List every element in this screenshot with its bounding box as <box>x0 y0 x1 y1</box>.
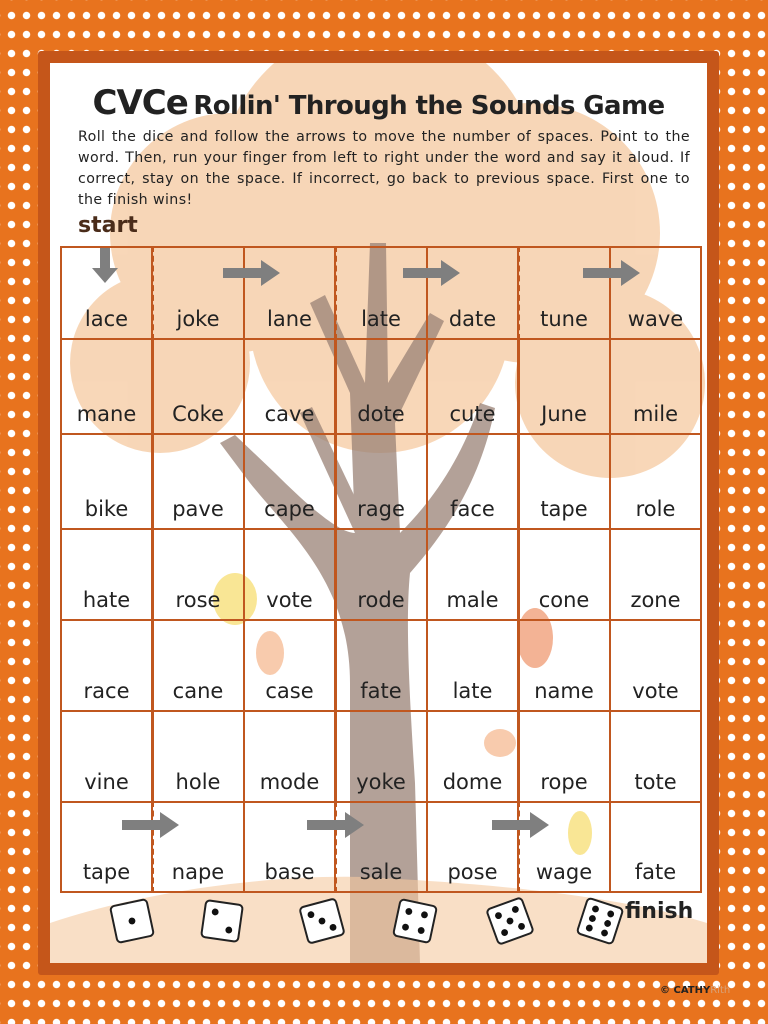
game-board <box>60 246 701 891</box>
board-space[interactable]: rage <box>335 433 428 530</box>
die-2-icon <box>199 898 244 943</box>
board-space[interactable]: rode <box>335 528 428 621</box>
right-arrow-icon <box>307 812 365 838</box>
board-space[interactable]: tune <box>518 246 611 340</box>
board-space[interactable]: joke <box>152 246 245 340</box>
board-space[interactable]: rose <box>152 528 245 621</box>
board-space[interactable]: face <box>426 433 519 530</box>
right-arrow-icon <box>122 812 180 838</box>
right-arrow-icon <box>583 260 641 286</box>
right-arrow-icon <box>403 260 461 286</box>
copyright-notice <box>660 985 730 996</box>
board-space[interactable]: case <box>243 619 336 712</box>
board-space[interactable]: fate <box>335 619 428 712</box>
board-space[interactable]: vote <box>243 528 336 621</box>
board-space[interactable]: mane <box>60 338 153 435</box>
die-1-icon <box>108 897 155 944</box>
board-space[interactable]: dome <box>426 710 519 803</box>
board-space[interactable]: pose <box>426 801 519 893</box>
board-space[interactable]: zone <box>609 528 702 621</box>
page-title <box>50 83 707 123</box>
board-space[interactable]: cave <box>243 338 336 435</box>
board-space[interactable]: role <box>609 433 702 530</box>
board-space[interactable]: rope <box>518 710 611 803</box>
board-space[interactable]: mile <box>609 338 702 435</box>
board-space[interactable]: nape <box>152 801 245 893</box>
board-space[interactable]: date <box>426 246 519 340</box>
die-3-icon <box>298 897 347 946</box>
die-5-icon <box>484 895 535 946</box>
right-arrow-icon <box>223 260 281 286</box>
game-sheet <box>50 63 707 963</box>
board-space[interactable]: June <box>518 338 611 435</box>
board-space[interactable]: lace <box>60 246 153 340</box>
board-space[interactable]: sale <box>335 801 428 893</box>
board-space[interactable]: lane <box>243 246 336 340</box>
board-space[interactable]: late <box>335 246 428 340</box>
board-space[interactable]: cone <box>518 528 611 621</box>
right-arrow-icon <box>492 812 550 838</box>
die-4-icon <box>391 897 438 944</box>
board-space[interactable]: tape <box>518 433 611 530</box>
board-space[interactable]: cane <box>152 619 245 712</box>
finish-label: finish <box>625 899 694 924</box>
board-space[interactable]: tape <box>60 801 153 893</box>
board-space[interactable]: fate <box>609 801 702 893</box>
board-space[interactable]: bike <box>60 433 153 530</box>
die-6-icon <box>575 896 625 946</box>
start-label: start <box>78 213 138 238</box>
board-space[interactable]: male <box>426 528 519 621</box>
instructions-text: Roll the dice and follow the arrows to move the number of spaces. Point to the word. Then, run your finger from left to right under the word and say it aloud. If correct, stay on the space. If incorrect, go back to previous space. First one to the finish wins! <box>78 129 690 208</box>
title-text: Rollin' Through the Sounds Game <box>193 91 665 121</box>
board-space[interactable]: wage <box>518 801 611 893</box>
dice-row <box>90 893 650 953</box>
board-space[interactable]: dote <box>335 338 428 435</box>
board-space[interactable]: wave <box>609 246 702 340</box>
copyright-author-rest: Rith <box>710 985 731 996</box>
board-space[interactable]: name <box>518 619 611 712</box>
board-space[interactable]: yoke <box>335 710 428 803</box>
board-space[interactable]: race <box>60 619 153 712</box>
board-space[interactable]: mode <box>243 710 336 803</box>
copyright-author: CATHY <box>673 985 711 996</box>
board-space[interactable]: Coke <box>152 338 245 435</box>
board-space[interactable]: vote <box>609 619 702 712</box>
board-space[interactable]: hate <box>60 528 153 621</box>
board-space[interactable]: cute <box>426 338 519 435</box>
title-acronym: CVCe <box>92 83 188 123</box>
board-space[interactable]: hole <box>152 710 245 803</box>
down-arrow-icon <box>91 248 119 284</box>
board-space[interactable]: tote <box>609 710 702 803</box>
board-space[interactable]: late <box>426 619 519 712</box>
board-space[interactable]: vine <box>60 710 153 803</box>
copyright-symbol: © <box>660 985 670 996</box>
board-space[interactable]: base <box>243 801 336 893</box>
board-space[interactable]: cape <box>243 433 336 530</box>
board-space[interactable]: pave <box>152 433 245 530</box>
